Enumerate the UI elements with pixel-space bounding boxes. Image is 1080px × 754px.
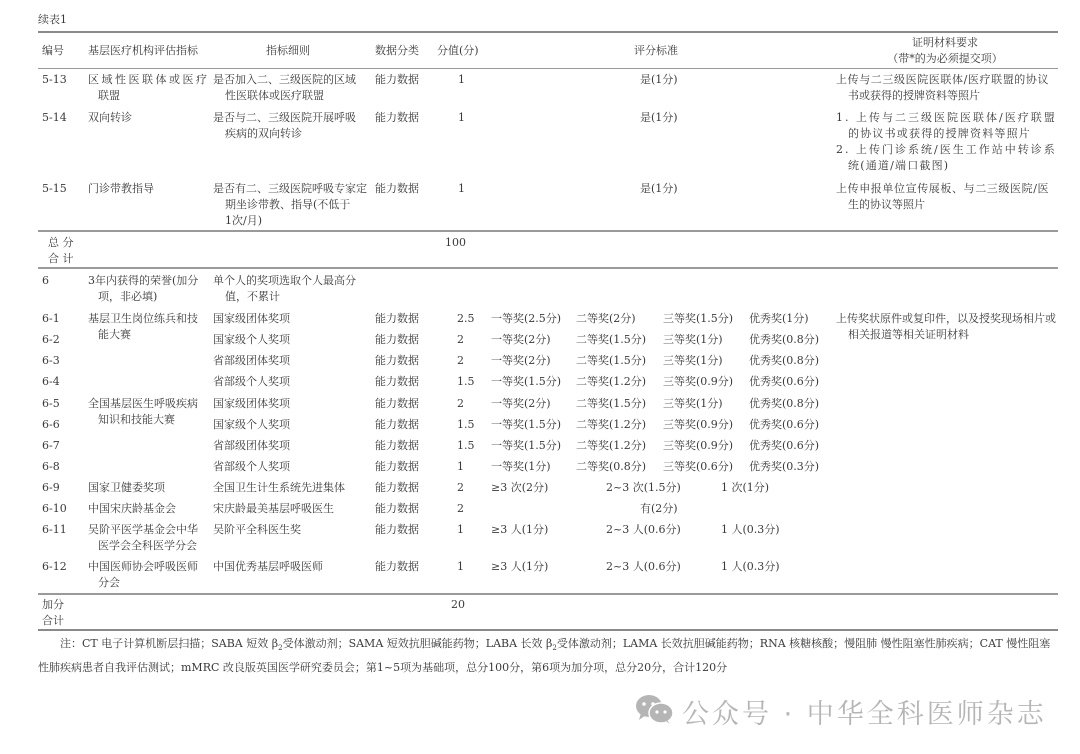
row-detail: 国家级团体奖项 [213, 312, 290, 325]
criteria-merit: 优秀奖(0.8分) [749, 397, 820, 410]
row-indicator-cont: 联盟 [98, 89, 120, 102]
note-text-a: 注：CT 电子计算机断层扫描；SABA 短效 β [60, 637, 279, 650]
row-category: 能力数据 [375, 73, 419, 86]
row-id: 6 [42, 274, 49, 287]
criteria-third: 三等奖(0.9分) [663, 375, 734, 388]
row-score: 1.5 [457, 439, 475, 452]
row-detail: 吴阶平全科医生奖 [213, 523, 301, 536]
row-detail: 是否与二、三级医院开展呼吸 [213, 111, 356, 124]
row-detail: 中国优秀基层呼吸医师 [213, 560, 323, 573]
row-id: 6-2 [42, 333, 60, 346]
criteria-merit: 优秀奖(0.3分) [749, 460, 820, 473]
row-id: 5-15 [42, 182, 67, 195]
criteria-first: 一等奖(2分) [491, 333, 551, 346]
group-name: 吴阶平医学基金会中华 [88, 523, 198, 536]
total-label: 总 分 [48, 236, 74, 249]
criteria-third: 三等奖(0.9分) [663, 439, 734, 452]
row-category: 能力数据 [375, 182, 419, 195]
group-name: 国家卫健委奖项 [88, 481, 165, 494]
row-detail-cont: 疾病的双向转诊 [225, 127, 302, 140]
group-name-cont: 分会 [98, 576, 120, 589]
row-score: 1 [457, 523, 464, 536]
criteria-first: ≥3 人(1分) [491, 523, 549, 536]
group-name: 基层卫生岗位练兵和技 [88, 312, 198, 325]
header-evidence-l2: （带*的为必须提交项） [887, 52, 1003, 65]
row-category: 能力数据 [375, 481, 419, 494]
group-name: 中国宋庆龄基金会 [88, 502, 176, 515]
criteria-first: ≥3 次(2分) [491, 481, 549, 494]
row-id: 6-4 [42, 375, 60, 388]
section6-bottom-rule [38, 593, 1058, 595]
row-id: 6-11 [42, 523, 67, 536]
row-score: 1 [458, 182, 465, 195]
row-id: 5-14 [42, 111, 67, 124]
criteria-second: 二等奖(0.8分) [576, 460, 647, 473]
criteria-third: 三等奖(1.5分) [663, 312, 734, 325]
row-detail: 是否有二、三级医院呼吸专家定 [213, 182, 367, 195]
group-name-cont: 能大赛 [98, 328, 131, 341]
row-detail-cont: 期坐诊带教、指导(不低于 [225, 198, 351, 211]
row-score: 1 [457, 460, 464, 473]
criteria-merit: 优秀奖(0.6分) [749, 418, 820, 431]
row-category: 能力数据 [375, 312, 419, 325]
row-detail: 国家级个人奖项 [213, 418, 290, 431]
row-id: 6-9 [42, 481, 60, 494]
bonus-total-value: 20 [451, 598, 465, 611]
criteria-first: 一等奖(2分) [491, 354, 551, 367]
criteria-first: 一等奖(1分) [491, 460, 551, 473]
row-score: 1.5 [457, 375, 475, 388]
header-evidence-l1: 证明材料要求 [912, 36, 978, 49]
row-indicator: 门诊带教指导 [88, 182, 154, 195]
row-indicator: 双向转诊 [88, 111, 132, 124]
note-text-line2: 肺疾病患者自我评估测试；mMRC 改良版英国医学研究委员会；第1~5项为基础项，总分100分，第6项为加分项，总分20分，合计120分 [49, 661, 728, 675]
header-category: 数据分类 [375, 44, 419, 57]
criteria-second: 二等奖(1.2分) [576, 418, 647, 431]
table-top-rule [38, 31, 1058, 33]
row-indicator: 3年内获得的荣誉(加分 [88, 274, 199, 287]
row-id: 5-13 [42, 73, 67, 86]
header-indicator: 基层医疗机构评估指标 [88, 44, 198, 57]
header-bottom-rule [38, 68, 1058, 69]
criteria-merit: 优秀奖(0.6分) [749, 375, 820, 388]
note-subscript: 2 [278, 644, 283, 653]
note-subscript: 2 [552, 644, 557, 653]
row-detail: 省部级个人奖项 [213, 375, 290, 388]
section5-bottom-rule [38, 230, 1058, 232]
header-detail: 指标细则 [266, 44, 310, 57]
row-category: 能力数据 [375, 502, 419, 515]
row-evidence-cont: 生的协议等照片 [848, 198, 925, 211]
row-id: 6-5 [42, 397, 60, 410]
row-category: 能力数据 [375, 460, 419, 473]
criteria-first: 一等奖(1.5分) [491, 439, 562, 452]
row-category: 能力数据 [375, 354, 419, 367]
criteria-second: 二等奖(1.5分) [576, 333, 647, 346]
criteria-first: 一等奖(2.5分) [491, 312, 562, 325]
row-category: 能力数据 [375, 397, 419, 410]
criteria-first: ≥3 人(1分) [491, 560, 549, 573]
header-id: 编号 [42, 44, 64, 57]
row-score: 2 [457, 397, 464, 410]
row-evidence-cont: 的协议书或获得的授牌资料等照片 [848, 127, 1031, 140]
row-detail-cont2: 1次/月) [225, 214, 262, 227]
row-evidence: 上传与二三级医院医联体/医疗联盟的协议 [836, 73, 1050, 86]
row-detail: 全国卫生计生系统先进集体 [213, 481, 345, 494]
bonus-total-label: 加分 [42, 598, 64, 611]
row-detail: 省部级团体奖项 [213, 354, 290, 367]
row-category: 能力数据 [375, 523, 419, 536]
criteria-third: 三等奖(0.6分) [663, 460, 734, 473]
group-name: 全国基层医生呼吸疾病 [88, 397, 198, 410]
criteria-first: 一等奖(1.5分) [491, 418, 562, 431]
row-id: 6-6 [42, 418, 60, 431]
criteria-third: 1 人(0.3分) [721, 560, 780, 573]
row-score: 2 [457, 333, 464, 346]
note-text-c: 受体激动剂；LAMA 长效抗胆碱能药物；RNA 核糖核酸；慢阻肺 慢性阻塞性肺疾病；CAT 慢性阻塞性 [38, 637, 1051, 675]
header-score: 分值(分) [437, 44, 479, 57]
row-evidence: 上传申报单位宣传展板、与二三级医院/医 [836, 182, 1050, 195]
total-label-cont: 合 计 [48, 252, 74, 265]
criteria-first: 一等奖(2分) [491, 397, 551, 410]
group-name: 中国医师协会呼吸医师 [88, 560, 198, 573]
criteria-merit: 优秀奖(1分) [749, 312, 809, 325]
criteria-second: 二等奖(1.5分) [576, 397, 647, 410]
row-detail: 国家级个人奖项 [213, 333, 290, 346]
row-category: 能力数据 [375, 439, 419, 452]
row-score: 2 [457, 481, 464, 494]
row-category: 能力数据 [375, 375, 419, 388]
row-detail: 是否加入二、三级医院的区域 [213, 73, 356, 86]
table-bottom-rule [38, 629, 1058, 631]
total-bottom-rule [38, 267, 1058, 269]
criteria-second: 2~3 次(1.5分) [606, 481, 681, 494]
row-id: 6-10 [42, 502, 67, 515]
row-category: 能力数据 [375, 111, 419, 124]
total-value: 100 [445, 236, 466, 249]
criteria-second: 2~3 人(0.6分) [606, 523, 681, 536]
criteria-second: 2~3 人(0.6分) [606, 560, 681, 573]
row-detail-cont: 性医联体或医疗联盟 [225, 89, 324, 102]
row-evidence-cont: 书或获得的授牌资料等照片 [848, 89, 980, 102]
watermark-text: 公众号 · 中华全科医师杂志 [682, 699, 1047, 730]
row-score: 2.5 [457, 312, 475, 325]
group-name-cont: 医学会全科医学分会 [98, 539, 197, 552]
bonus-total-label-cont: 合计 [42, 614, 64, 627]
criteria-merit: 优秀奖(0.8分) [749, 333, 820, 346]
row-detail: 宋庆龄最美基层呼吸医生 [213, 502, 334, 515]
row-evidence: 1. 上传与二三级医院医联体/医疗联盟 [836, 111, 1057, 124]
criteria-second: 二等奖(1.2分) [576, 439, 647, 452]
row-detail: 单个人的奖项选取个人最高分 [213, 274, 356, 287]
row-score: 2 [457, 354, 464, 367]
row-category: 能力数据 [375, 560, 419, 573]
row-criteria: 是(1分) [640, 182, 678, 195]
criteria-merit: 优秀奖(0.6分) [749, 439, 820, 452]
row-detail-cont: 值，不累计 [225, 290, 280, 303]
row-category: 能力数据 [375, 333, 419, 346]
row-detail: 省部级个人奖项 [213, 460, 290, 473]
row-criteria: 是(1分) [640, 111, 678, 124]
criteria-second: 二等奖(2分) [576, 312, 636, 325]
row-category: 能力数据 [375, 418, 419, 431]
row-score: 1 [458, 111, 465, 124]
criteria-third: 1 次(1分) [721, 481, 770, 494]
row-criteria: 是(1分) [640, 73, 678, 86]
row-score: 1.5 [457, 418, 475, 431]
row-id: 6-7 [42, 439, 60, 452]
row-indicator-cont: 项，非必填) [98, 290, 158, 303]
criteria-third: 三等奖(1分) [663, 333, 723, 346]
row-score: 2 [457, 502, 464, 515]
group-name-cont: 知识和技能大赛 [98, 413, 175, 426]
section6-evidence-cont: 相关报道等相关证明材料 [848, 328, 969, 341]
criteria-second: 二等奖(1.2分) [576, 375, 647, 388]
row-id: 6-12 [42, 560, 67, 573]
criteria-third: 三等奖(1分) [663, 397, 723, 410]
row-score: 1 [457, 560, 464, 573]
criteria-merit: 优秀奖(0.8分) [749, 354, 820, 367]
row-evidence-item2: 2. 上传门诊系统/医生工作站中转诊系 [836, 143, 1057, 156]
criteria-third: 1 人(0.3分) [721, 523, 780, 536]
criteria-second: 二等奖(1.5分) [576, 354, 647, 367]
row-score: 1 [458, 73, 465, 86]
row-id: 6-8 [42, 460, 60, 473]
table-caption: 续表1 [38, 13, 67, 26]
row-detail: 省部级团体奖项 [213, 439, 290, 452]
section6-evidence: 上传奖状原件或复印件，以及授奖现场相片或 [836, 312, 1056, 325]
row-id: 6-3 [42, 354, 60, 367]
table-note [38, 634, 1060, 678]
criteria-single: 有(2分) [640, 502, 678, 515]
row-id: 6-1 [42, 312, 60, 325]
criteria-third: 三等奖(1分) [663, 354, 723, 367]
wechat-icon [633, 693, 677, 725]
criteria-first: 一等奖(1.5分) [491, 375, 562, 388]
header-criteria: 评分标准 [634, 44, 678, 57]
row-detail: 国家级团体奖项 [213, 397, 290, 410]
note-text-b: 受体激动剂；SAMA 短效抗胆碱能药物；LABA 长效 β [282, 637, 553, 650]
criteria-third: 三等奖(0.9分) [663, 418, 734, 431]
row-indicator: 区域性医联体或医疗 [88, 73, 210, 86]
row-evidence-item2-cont: 统(通道/端口截图) [848, 159, 950, 172]
